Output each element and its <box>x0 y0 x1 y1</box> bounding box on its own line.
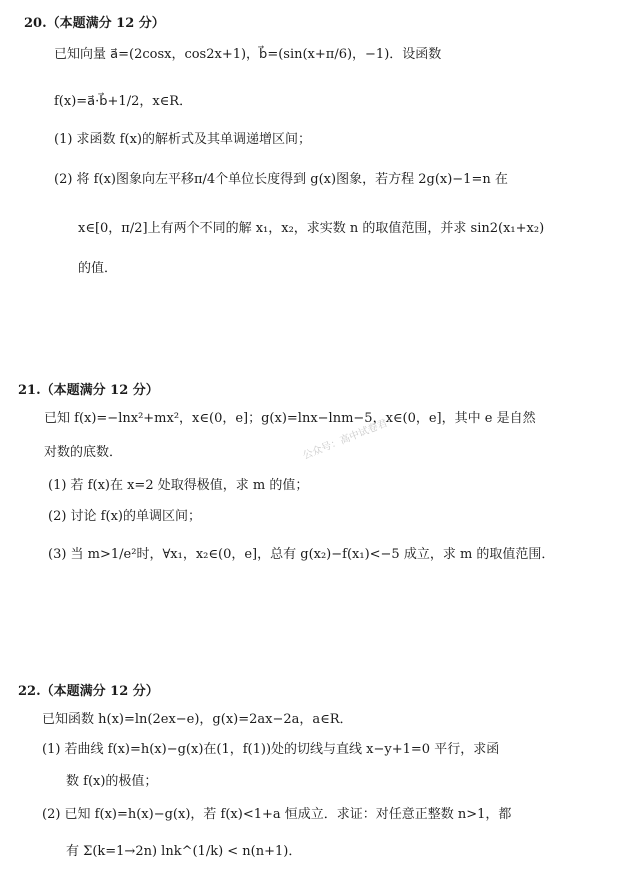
problem-20-line-3: (1) 求函数 f(x)的解析式及其单调递增区间； <box>54 132 311 147</box>
problem-20-header: 20.（本题满分 12 分） <box>24 16 165 31</box>
problem-21-line-4: (2) 讨论 f(x)的单调区间； <box>48 509 201 524</box>
problem-22-line-1: 已知函数 h(x)=ln(2ex−e)，g(x)=2ax−2a，a∈R． <box>42 712 353 727</box>
problem-21-line-5: (3) 当 m>1/e²时，∀x₁，x₂∈(0，e]，总有 g(x₂)−f(x₁)<−5 成立，求 m 的取值范围． <box>48 547 555 562</box>
problem-22-line-2: (1) 若曲线 f(x)=h(x)−g(x)在(1，f(1))处的切线与直线 x−y+1=0 平行，求函 <box>42 742 500 757</box>
problem-22-line-4: (2) 已知 f(x)=h(x)−g(x)，若 f(x)<1+a 恒成立．求证：对任意正整数 n>1，都 <box>42 807 512 822</box>
watermark-text: 公众号：高中试卷君 <box>301 417 390 462</box>
problem-21-line-2: 对数的底数． <box>44 445 123 460</box>
problem-21-line-3: (1) 若 f(x)在 x=2 处取得极值，求 m 的值； <box>48 478 309 493</box>
problem-20-line-1: 已知向量 a⃗=(2cosx，cos2x+1)，b⃗=(sin(x+π/6)，−1)．设函数 <box>54 47 442 62</box>
problem-22-header: 22.（本题满分 12 分） <box>18 684 159 699</box>
problem-22-line-5: 有 Σ(k=1→2n) lnk^(1/k) < n(n+1)． <box>66 844 302 859</box>
problem-22-line-3: 数 f(x)的极值； <box>66 774 158 789</box>
problem-20-line-4: (2) 将 f(x)图象向左平移π/4个单位长度得到 g(x)图象，若方程 2g(x)−1=n 在 <box>54 172 508 187</box>
problem-21-header: 21.（本题满分 12 分） <box>18 383 159 398</box>
problem-20-line-6: 的值． <box>78 261 118 276</box>
problem-20-line-2: f(x)=a⃗·b⃗+1/2，x∈R． <box>54 94 193 109</box>
problem-20-line-5: x∈[0，π/2]上有两个不同的解 x₁，x₂，求实数 n 的取值范围，并求 sin2(x₁+x₂) <box>78 221 545 236</box>
problem-21-line-1: 已知 f(x)=−lnx²+mx²，x∈(0，e]；g(x)=lnx−lnm−5，x∈(0，e]，其中 e 是自然 <box>44 411 536 426</box>
